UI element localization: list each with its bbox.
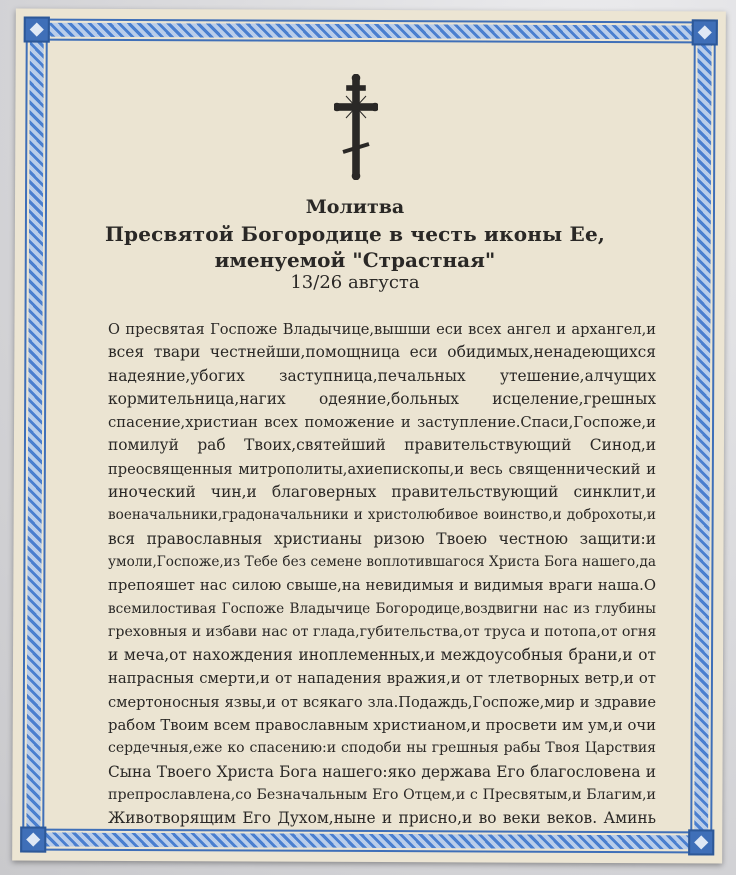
frame-corner-ornament — [20, 826, 46, 852]
prayer-line: военачальники,градоначальники и христолюбивое воинство,и доброхоты,и — [108, 507, 656, 524]
prayer-line: иноческий чин,и благоверных правительствующий синклит,и — [108, 483, 656, 502]
frame-corner-ornament — [688, 829, 714, 855]
feast-date: 13/26 августа — [290, 272, 420, 293]
prayer-line: греховныя и избави нас от глада,губительства,от труса и потопа,от огня — [108, 623, 656, 640]
prayer-line: Сына Твоего Христа Бога нашего:яко держава Его благословена и — [108, 762, 656, 781]
prayer-line: и меча,от нахождения иноплеменных,и междоусобныя брани,и от — [108, 646, 656, 665]
prayer-line: рабом Твоим всем православным христианом,и просвети им ум,и очи — [108, 717, 656, 735]
prayer-body — [108, 318, 656, 831]
prayer-line: преосвященныя митрополиты,ахиепископы,и весь священнический и — [108, 460, 656, 478]
prayer-line: сердечныя,еже ко спасению:и сподоби ны грешныя рабы Твоя Царствия — [108, 740, 656, 757]
prayer-line: Животворящим Его Духом,ныне и присно,и во веки веков. Аминь — [108, 809, 656, 828]
prayer-line: вся православныя христианы ризою Твоею честною защити:и — [108, 529, 656, 548]
prayer-line: О пресвятая Госпоже Владычице,вышши еси всех ангел и архангел,и — [108, 321, 656, 338]
prayer-line: всея твари честнейши,помощница еси обидимых,ненадеющихся — [108, 343, 656, 362]
prayer-line: смертоносныя язвы,и от всякаго зла.Подаждь,Госпоже,мир и здравие — [108, 693, 656, 711]
prayer-line: препрославлена,со Безначальным Его Отцем,и с Пресвятым,и Благим,и — [108, 786, 656, 803]
prayer-line: помилуй раб Твоих,святейший правительствующий Синод,и — [108, 436, 656, 455]
prayer-icon-name: именуемой "Страстная" — [214, 248, 496, 272]
prayer-line: препояшет нас силою свыше,на невидимыя и видимыя враги наша.О — [108, 577, 656, 595]
prayer-line: всемилостивая Госпоже Владычице Богородице,воздвигни нас из глубины — [108, 600, 656, 617]
orthodox-cross-icon — [334, 74, 378, 180]
prayer-title: Молитва — [305, 196, 405, 218]
prayer-line: спасение,христиан всех поможение и заступление.Спаси,Госпоже,и — [108, 414, 656, 432]
prayer-line: надеяние,убогих заступница,печальных утешение,алчущих — [108, 366, 656, 385]
frame-corner-ornament — [692, 19, 718, 45]
prayer-subtitle: Пресвятой Богородице в честь иконы Ее, — [104, 222, 606, 246]
prayer-line: кормительница,нагих одеяние,больных исцеление,грешных — [108, 389, 656, 408]
frame-corner-ornament — [24, 16, 50, 42]
prayer-line: умоли,Госпоже,из Тебе без семене воплотившагося Христа Бога нашего,да — [108, 553, 656, 570]
prayer-line: напрасныя смерти,и от нападения вражия,и от тлетворных ветр,и от — [108, 670, 656, 688]
